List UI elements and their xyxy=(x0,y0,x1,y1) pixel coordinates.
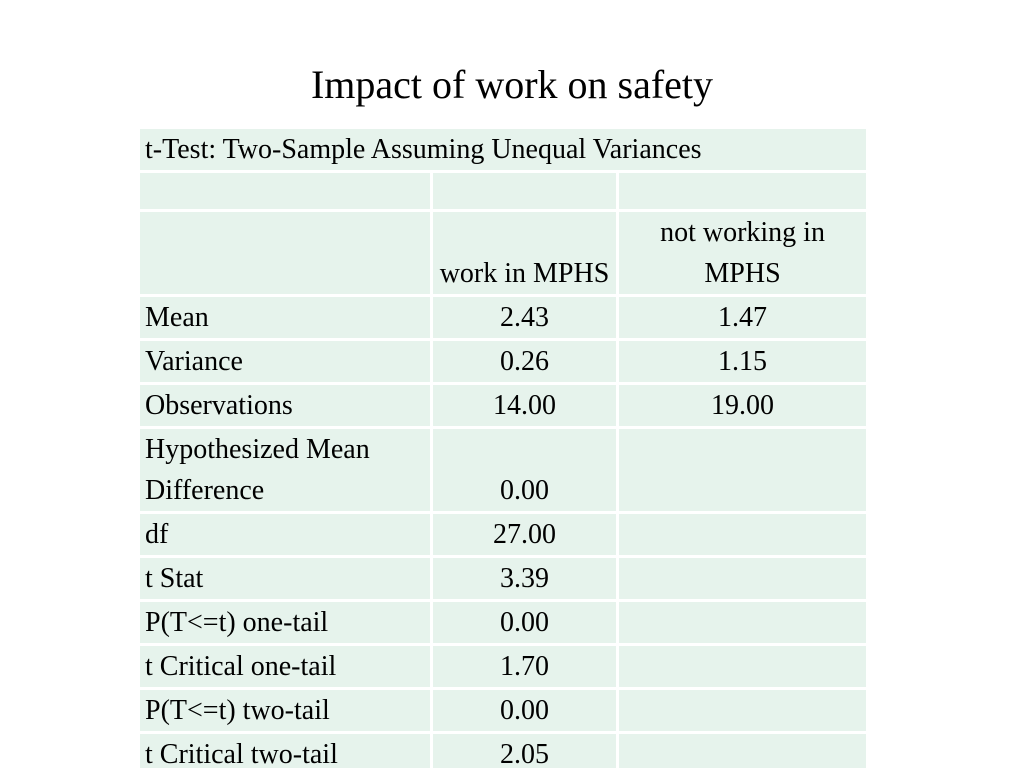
table-cell xyxy=(618,172,868,211)
row-label: Variance xyxy=(139,340,432,384)
value-cell: 27.00 xyxy=(432,513,618,557)
row-label: P(T<=t) two-tail xyxy=(139,689,432,733)
value-cell: 1.15 xyxy=(618,340,868,384)
table-row xyxy=(139,513,868,557)
value-cell: 1.47 xyxy=(618,296,868,340)
table-row xyxy=(139,296,868,340)
value-cell xyxy=(618,428,868,513)
table-row xyxy=(139,557,868,601)
table-empty-row xyxy=(139,172,868,211)
table-row xyxy=(139,428,868,513)
slide-title: Impact of work on safety xyxy=(310,62,714,107)
value-cell xyxy=(618,557,868,601)
value-cell: 2.05 xyxy=(432,733,618,768)
value-cell: 3.39 xyxy=(432,557,618,601)
table-header-row xyxy=(139,211,868,296)
row-label: df xyxy=(139,513,432,557)
value-cell: 19.00 xyxy=(618,384,868,428)
table-cell xyxy=(139,172,432,211)
column-header-empty xyxy=(139,211,432,296)
row-label: t Critical one-tail xyxy=(139,645,432,689)
column-header-not-working-in-mphs: not working in MPHS xyxy=(618,211,868,296)
table-cell xyxy=(432,172,618,211)
value-cell: 0.00 xyxy=(432,601,618,645)
value-cell: 1.70 xyxy=(432,645,618,689)
row-label: Mean xyxy=(139,296,432,340)
table-caption: t-Test: Two-Sample Assuming Unequal Variances xyxy=(139,128,868,172)
row-label: t Critical two-tail xyxy=(139,733,432,768)
value-cell: 0.00 xyxy=(432,689,618,733)
t-test-table xyxy=(137,126,869,768)
table-caption-row xyxy=(139,128,868,172)
column-header-work-in-mphs: work in MPHS xyxy=(432,211,618,296)
value-cell: 14.00 xyxy=(432,384,618,428)
table-row xyxy=(139,384,868,428)
row-label: Observations xyxy=(139,384,432,428)
row-label: t Stat xyxy=(139,557,432,601)
value-cell xyxy=(618,689,868,733)
row-label: Hypothesized Mean Difference xyxy=(139,428,432,513)
table-row xyxy=(139,645,868,689)
value-cell xyxy=(618,733,868,768)
value-cell: 0.26 xyxy=(432,340,618,384)
table-row xyxy=(139,601,868,645)
row-label: P(T<=t) one-tail xyxy=(139,601,432,645)
table-row xyxy=(139,340,868,384)
value-cell: 0.00 xyxy=(432,428,618,513)
value-cell: 2.43 xyxy=(432,296,618,340)
value-cell xyxy=(618,645,868,689)
table-row xyxy=(139,733,868,768)
value-cell xyxy=(618,513,868,557)
table-row xyxy=(139,689,868,733)
value-cell xyxy=(618,601,868,645)
